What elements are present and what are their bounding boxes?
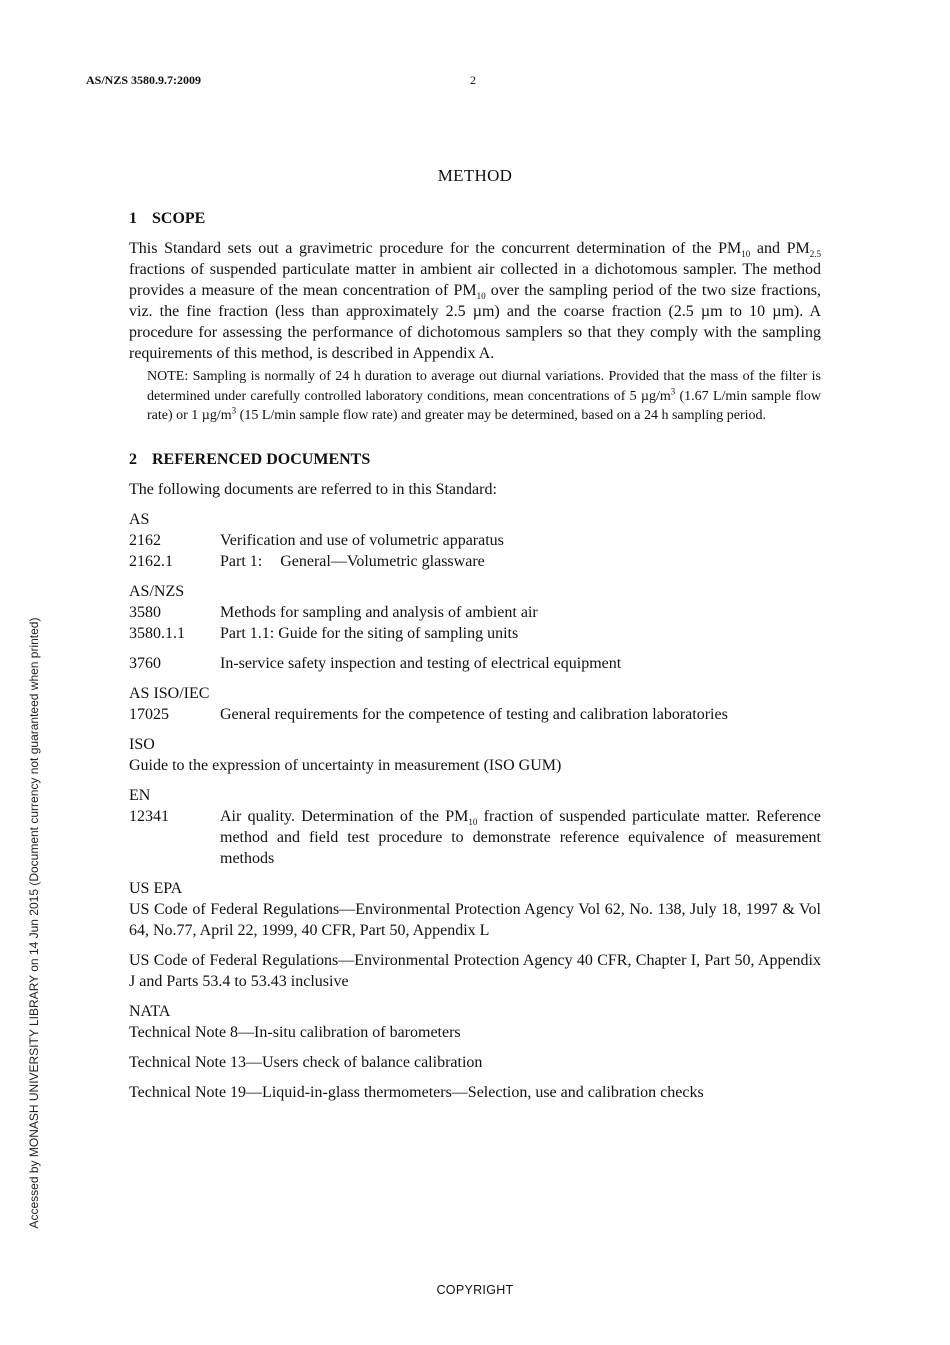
- reference-title: In-service safety inspection and testing of electrical equipment: [220, 654, 622, 672]
- reference-number: 2162.1: [129, 552, 173, 570]
- access-watermark: Accessed by MONASH UNIVERSITY LIBRARY on 14 Jun 2015 (Document currency not guaranteed when printed): [27, 617, 41, 1229]
- reference-group-as-iso-iec: [129, 683, 821, 725]
- scope-text: and PM: [750, 240, 810, 257]
- reference-row: [129, 551, 821, 572]
- reference-title: Guide to the expression of uncertainty in measurement (ISO GUM): [129, 756, 562, 774]
- scope-number: 1: [129, 210, 137, 227]
- reference-group-nata: [129, 1001, 821, 1103]
- reference-row: [129, 623, 821, 644]
- reference-title: General requirements for the competence of testing and calibration laboratories: [220, 705, 728, 723]
- reference-number: 3580.1.1: [129, 624, 185, 642]
- page-content: [129, 165, 821, 1112]
- scope-paragraph: [129, 238, 821, 364]
- org-label: NATA: [129, 1002, 171, 1020]
- reference-group-iso: [129, 734, 821, 776]
- document-id: AS/NZS 3580.9.7:2009: [86, 73, 202, 87]
- reference-title: Technical Note 8—In-situ calibration of barometers: [129, 1023, 461, 1041]
- reference-group-as: [129, 509, 821, 572]
- refdocs-number: 2: [129, 450, 137, 468]
- subscript: 2.5: [809, 249, 821, 260]
- org-label: EN: [129, 786, 151, 804]
- scope-text: This Standard sets out a gravimetric procedure for the concurrent determination of the PM: [129, 240, 742, 257]
- subscript: 10: [476, 291, 486, 302]
- scope-text: fractions of suspended particulate matter in ambient air collected in a dichotomous sampler. The method provides a measure of the mean concentration of PM: [129, 261, 821, 299]
- reference-title: Technical Note 19—Liquid-in-glass thermometers—Selection, use and calibration checks: [129, 1083, 704, 1101]
- note-text: NOTE: Sampling is normally of 24 h duration to average out diurnal variations. Provided that the mass of the filter is determined under carefully controlled laboratory conditions, mean concentrations of 5 µg/m: [147, 369, 821, 404]
- reference-row: [129, 704, 821, 725]
- subscript: 10: [741, 249, 751, 260]
- org-label: AS/NZS: [129, 582, 185, 600]
- reference-group-en: [129, 785, 821, 869]
- reference-row: [129, 806, 821, 869]
- reference-title: General—Volumetric glassware: [280, 552, 485, 570]
- reference-number: 3580: [129, 603, 161, 621]
- page-header: [86, 73, 866, 89]
- reference-number: 3760: [129, 654, 161, 672]
- scope-note: [147, 367, 821, 426]
- reference-title: fraction of suspended particulate matter. Reference method and field test procedure to demonstrate reference equivalence of measurement methods: [220, 807, 821, 867]
- reference-group-us-epa: [129, 878, 821, 992]
- reference-title: US Code of Federal Regulations—Environmental Protection Agency 40 CFR, Chapter I, Part 50, Appendix J and Parts 53.4 to 53.43 inclusive: [129, 951, 821, 990]
- scope-heading-text: SCOPE: [152, 210, 206, 227]
- subscript: 10: [468, 816, 478, 827]
- reference-row: [129, 602, 821, 623]
- superscript: 3: [670, 385, 676, 396]
- org-label: ISO: [129, 735, 155, 753]
- reference-title: Part 1.1: Guide for the siting of sampling units: [220, 624, 519, 642]
- org-label: AS: [129, 510, 150, 528]
- scope-heading: [129, 208, 821, 229]
- note-text: (15 L/min sample flow rate) and greater may be determined, based on a 24 h sampling period.: [236, 408, 767, 423]
- refdocs-intro: The following documents are referred to in this Standard:: [129, 480, 497, 498]
- reference-group-3760: [129, 653, 821, 674]
- note-text: (1.67 L/min sample flow rate) or 1 µg/m: [147, 388, 821, 423]
- copyright-footer: COPYRIGHT: [436, 1283, 514, 1297]
- reference-row: [129, 530, 821, 551]
- scope-text: over the sampling period of the two size fractions, viz. the fine fraction (less than approximately 2.5 µm) and the coarse fraction (2.5 µm to 10 µm). A procedure for assessing the performance of dichotomous samplers so that they comply with the sampling requirements of this method, is described in Appendix A.: [129, 282, 821, 362]
- reference-number: 17025: [129, 705, 169, 723]
- reference-title-wrapper: [220, 806, 821, 869]
- reference-group-asnzs: [129, 581, 821, 644]
- reference-number: 2162: [129, 531, 161, 549]
- reference-number: 12341: [129, 807, 169, 825]
- referenced-documents-heading: [129, 449, 821, 470]
- reference-title-wrapper: [220, 551, 821, 572]
- org-label: AS ISO/IEC: [129, 684, 210, 702]
- reference-title: Technical Note 13—Users check of balance calibration: [129, 1053, 483, 1071]
- page-number: 2: [470, 73, 476, 87]
- refdocs-heading-text: REFERENCED DOCUMENTS: [152, 450, 371, 468]
- reference-title: Air quality. Determination of the PM: [220, 807, 469, 825]
- method-title: METHOD: [437, 166, 513, 185]
- reference-part: Part 1:: [220, 552, 263, 570]
- org-label: US EPA: [129, 879, 183, 897]
- superscript: 3: [231, 405, 237, 416]
- reference-title: Methods for sampling and analysis of ambient air: [220, 603, 538, 621]
- reference-row: [129, 653, 821, 674]
- reference-title: Verification and use of volumetric apparatus: [220, 531, 504, 549]
- reference-title: US Code of Federal Regulations—Environmental Protection Agency Vol 62, No. 138, July 18, 1997 & Vol 64, No.77, April 22, 1999, 40 CFR, Part 50, Appendix L: [129, 900, 821, 939]
